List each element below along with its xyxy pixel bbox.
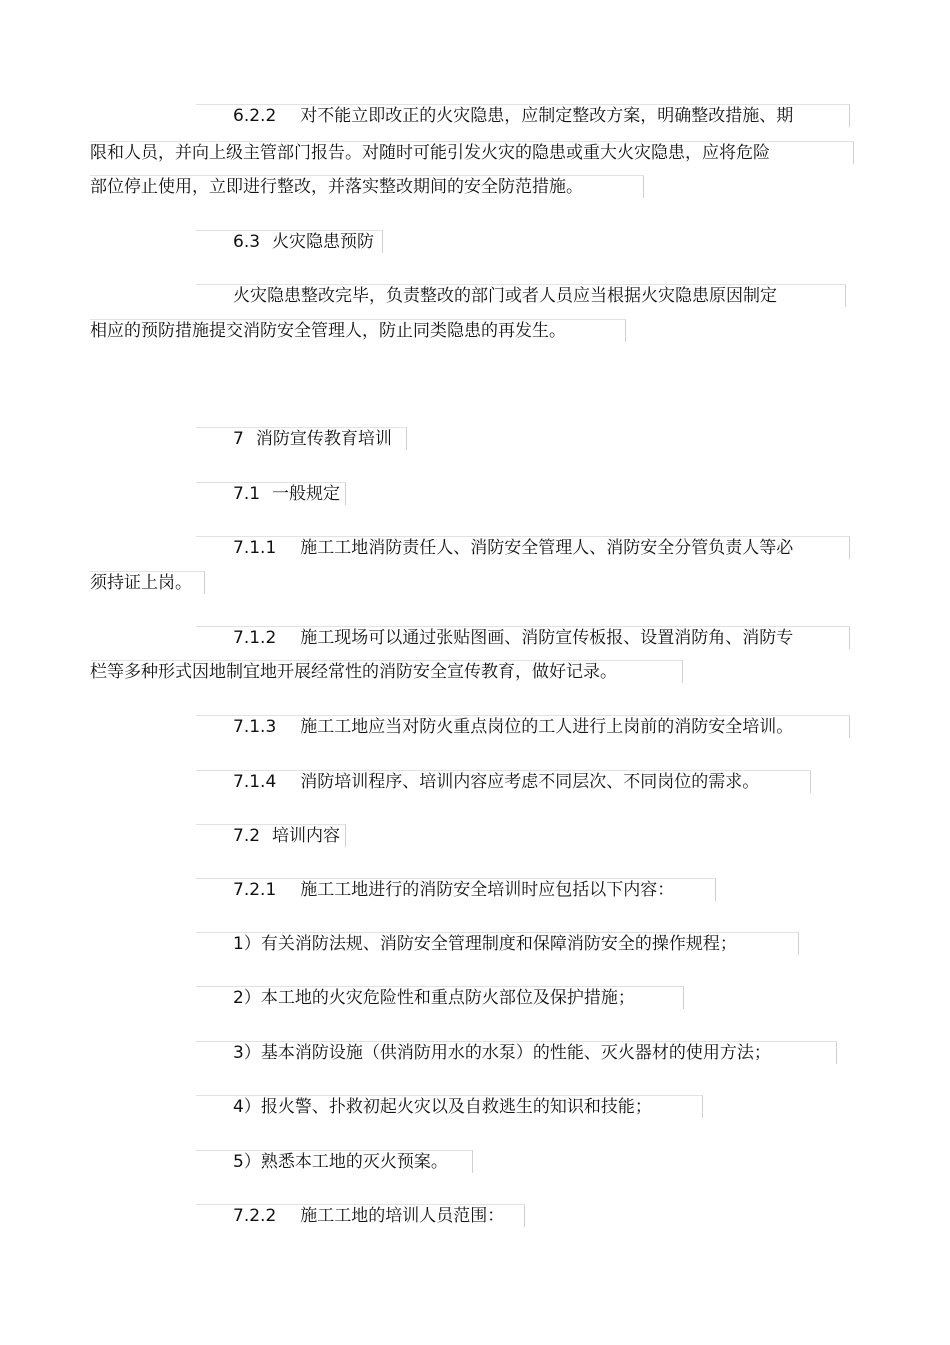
clause-7-1-2-line-1 [196,626,850,649]
heading-number: 7 [233,429,244,449]
paragraph-text: 须持证上岗。 [90,573,192,593]
clause-7-1-3 [196,715,850,738]
list-item-5 [196,1150,473,1173]
list-item-2 [196,986,684,1009]
heading-number: 6.3 [233,232,261,252]
clause-number: 7.1.4 [233,772,277,792]
heading-number: 7.1 [233,484,261,504]
clause-text: 对不能立即改正的火灾隐患，应制定整改方案，明确整改措施、期 [300,106,794,126]
paragraph-text: 火灾隐患整改完毕，负责整改的部门或者人员应当根据火灾隐患原因制定 [233,286,777,306]
clause-7-1-1-line-2 [90,571,205,594]
clause-text: 施工工地进行的消防安全培训时应包括以下内容： [300,880,675,900]
heading-number: 7.2 [233,826,261,846]
clause-7-2-2 [196,1204,525,1227]
clause-text: 施工工地应当对防火重点岗位的工人进行上岗前的消防安全培训。 [300,717,794,737]
clause-6-2-2-line-1 [196,104,850,127]
clause-text: 施工工地消防责任人、消防安全管理人、消防安全分管负责人等必 [300,538,794,558]
heading-6-3 [196,230,383,253]
paragraph-text: 限和人员，并向上级主管部门报告。对随时可能引发火灾的隐患或重大火灾隐患，应将危险 [90,143,770,163]
list-item-text: 1）有关消防法规、消防安全管理制度和保障消防安全的操作规程； [233,934,737,954]
heading-7-2 [196,824,346,847]
clause-number: 6.2.2 [233,106,277,126]
heading-7-1 [196,482,346,505]
list-item-text: 2）本工地的火灾危险性和重点防火部位及保护措施； [233,988,635,1008]
paragraph-text: 相应的预防措施提交消防安全管理人，防止同类隐患的再发生。 [90,321,566,341]
paragraph-6-3-line-2 [90,319,626,342]
list-item-text: 4）报火警、扑救初起火灾以及自救逃生的知识和技能； [233,1097,652,1117]
clause-7-1-2-line-2 [90,660,683,683]
clause-6-2-2-line-3 [90,175,644,198]
heading-text: 消防宣传教育培训 [255,429,392,449]
paragraph-6-3-line-1 [196,284,846,307]
heading-text: 培训内容 [272,826,341,846]
list-item-text: 3）基本消防设施（供消防用水的水泵）的性能、灭火器材的使用方法； [233,1043,771,1063]
clause-number: 7.2.1 [233,880,277,900]
clause-text: 消防培训程序、培训内容应考虑不同层次、不同岗位的需求。 [300,772,760,792]
clause-number: 7.1.1 [233,538,277,558]
list-item-1 [196,932,799,955]
clause-7-1-4 [196,770,811,793]
clause-number: 7.1.3 [233,717,277,737]
paragraph-text: 部位停止使用，立即进行整改，并落实整改期间的安全防范措施。 [90,177,583,197]
list-item-4 [196,1095,703,1118]
heading-text: 一般规定 [272,484,341,504]
paragraph-text: 栏等多种形式因地制宜地开展经常性的消防安全宣传教育，做好记录。 [90,662,617,682]
clause-7-2-1 [196,878,716,901]
clause-7-1-1-line-1 [196,536,850,559]
list-item-text: 5）熟悉本工地的灭火预案。 [233,1152,448,1172]
heading-7 [196,427,407,450]
clause-text: 施工工地的培训人员范围： [300,1206,505,1226]
clause-number: 7.2.2 [233,1206,277,1226]
clause-number: 7.1.2 [233,628,277,648]
heading-text: 火灾隐患预防 [272,232,375,252]
list-item-3 [196,1041,837,1064]
clause-text: 施工现场可以通过张贴图画、消防宣传板报、设置消防角、消防专 [300,628,794,648]
clause-6-2-2-line-2 [90,141,854,164]
